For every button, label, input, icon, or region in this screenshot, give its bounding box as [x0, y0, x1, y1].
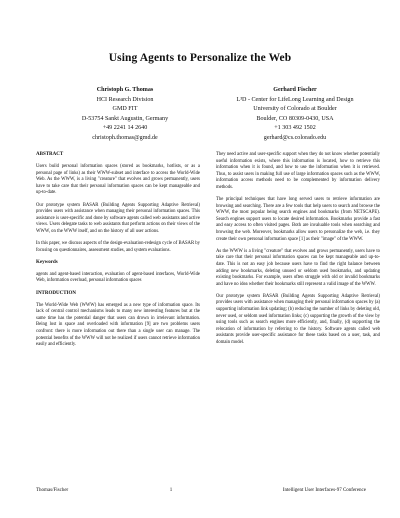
- author-phone: +49 2241 14 2640: [102, 125, 148, 132]
- author-affiliation: HCI Research Division: [96, 96, 154, 103]
- left-column: [36, 152, 200, 354]
- paragraph: In this paper, we discuss aspects of the design-evaluation-redesign cycle of BASAR by focusing on questionnaires, assessment studies, and system evaluations.: [36, 241, 200, 253]
- paragraph: agents and agent-based interaction, evaluation of agent-based interfaces, World-Wide Web, information overload, personal information spaces: [36, 271, 200, 284]
- paragraph: As the WWW is a living "creature" that evolves and grows permanently, users have to take care that their personal information spaces can be kept manageable and up-to-date. This is not an easy job because users have to find the right balance between adding new bookmarks, deleting unused or seldom used bookmarks, and updating existing bookmarks. For example, users often struggle with old or invalid bookmarks and have no idea whether their bookmarks still represent a valid image of the WWW.: [216, 248, 380, 287]
- paragraph: Our prototype system BASAR (Building Agents Supporting Adaptive Retrieval) provides users with assistance when managing their personal information spaces. This assistance is user-specific and done by software agents called web assistants and active views. Users delegate tasks to web assistants that perform actions on their views of the WWW, on the WWW itself, and on the history of all user actions.: [36, 202, 200, 234]
- author-address: Boulder, CO 80309-0430, USA: [256, 115, 334, 122]
- author-org: GMD FIT: [112, 106, 138, 113]
- author-phone: +1 303 492 1502: [274, 125, 316, 132]
- author-affiliation: L³D - Center for LifeLong Learning and Design: [236, 96, 354, 103]
- footer-author: Thomas/Fischer: [36, 488, 69, 493]
- paragraph: Our prototype system BASAR (Building Agents Supporting Adaptive Retrieval) provides users with assistance when managing their personal information spaces by (a) supporting information link updating; (b) reducing the number of links by deleting old, never used, or seldom used information links; (c) supporting the growth of the view by using tools such as search engines more efficiently, and, finally, (d) supporting the relocation of information by referring to the history. Software agents called web assistants provide user-specific assistance for these tasks based on a user, task, and domain model.: [216, 293, 380, 345]
- author-name: Gerhard Fischer: [273, 87, 317, 93]
- author-email: gerhard@cs.colorado.edu: [263, 134, 327, 141]
- page-number: 1: [169, 488, 173, 493]
- author-org: University of Colorado at Boulder: [253, 106, 337, 113]
- author-2: [220, 86, 370, 144]
- author-block: [70, 86, 370, 144]
- paragraph: The World-Wide Web (WWW) has emerged as a new type of information space. Its lack of central control mechanisms leads to many new interesting features but at the same time has the potential danger that users can drown in irrelevant information. Being lost in space and overloaded with information [9] are two problems users confront: there is more information out there than a single user can manage. The potential benefits of the WWW will not be realized if users cannot retrieve information easily and efficiently.: [36, 302, 200, 348]
- page-footer: [36, 488, 366, 493]
- footer-venue: Intelligent User Interfaces-97 Conference: [282, 488, 366, 493]
- paragraph: They need active and user-specific support when they do not know whether potentially useful information exists, where this information is located, how to retrieve this information when it is found, and how to use the information when it is retrieved. Thus, to assist users in making full use of large information spaces such as the WWW, information access methods need to be complemented by information delivery methods.: [216, 152, 380, 190]
- section-heading: Keywords: [36, 259, 58, 265]
- paper-title: Using Agents to Personalize the Web: [108, 52, 292, 64]
- right-column: [216, 152, 380, 352]
- author-name: Christoph G. Thomas: [96, 87, 154, 93]
- paragraph: The principal techniques that have long served users to retrieve information are browsing and searching. There are a few tools that help users to search and browse the WWW, the most popular being search engines and bookmarks (from NETSCAPE). Search engines support users to locate desired information. Bookmarks provide a fast and easy access to often visited pages. Both are invaluable tools when searching and browsing the web. Moreover, bookmarks allow users to personalize the web, i.e. they create their own personal information space [1] as their "image" of the WWW.: [216, 197, 380, 242]
- section-heading: INTRODUCTION: [36, 290, 77, 296]
- author-email: christoph.thomas@gmd.de: [92, 134, 158, 141]
- author-address: D-53754 Sankt Augustin, Germany: [81, 115, 169, 122]
- author-1: [70, 86, 180, 144]
- section-heading: ABSTRACT: [36, 152, 64, 157]
- paragraph: Users build personal information spaces (stored as bookmarks, hotlists, or as a personal page of links) as their WWW-subset and interface to access the World-Wide Web. As the WWW, is a living "creature" that evolves and grows permanently, users have to take care that their personal information spaces can be kept manageable and up-to-date.: [36, 164, 200, 196]
